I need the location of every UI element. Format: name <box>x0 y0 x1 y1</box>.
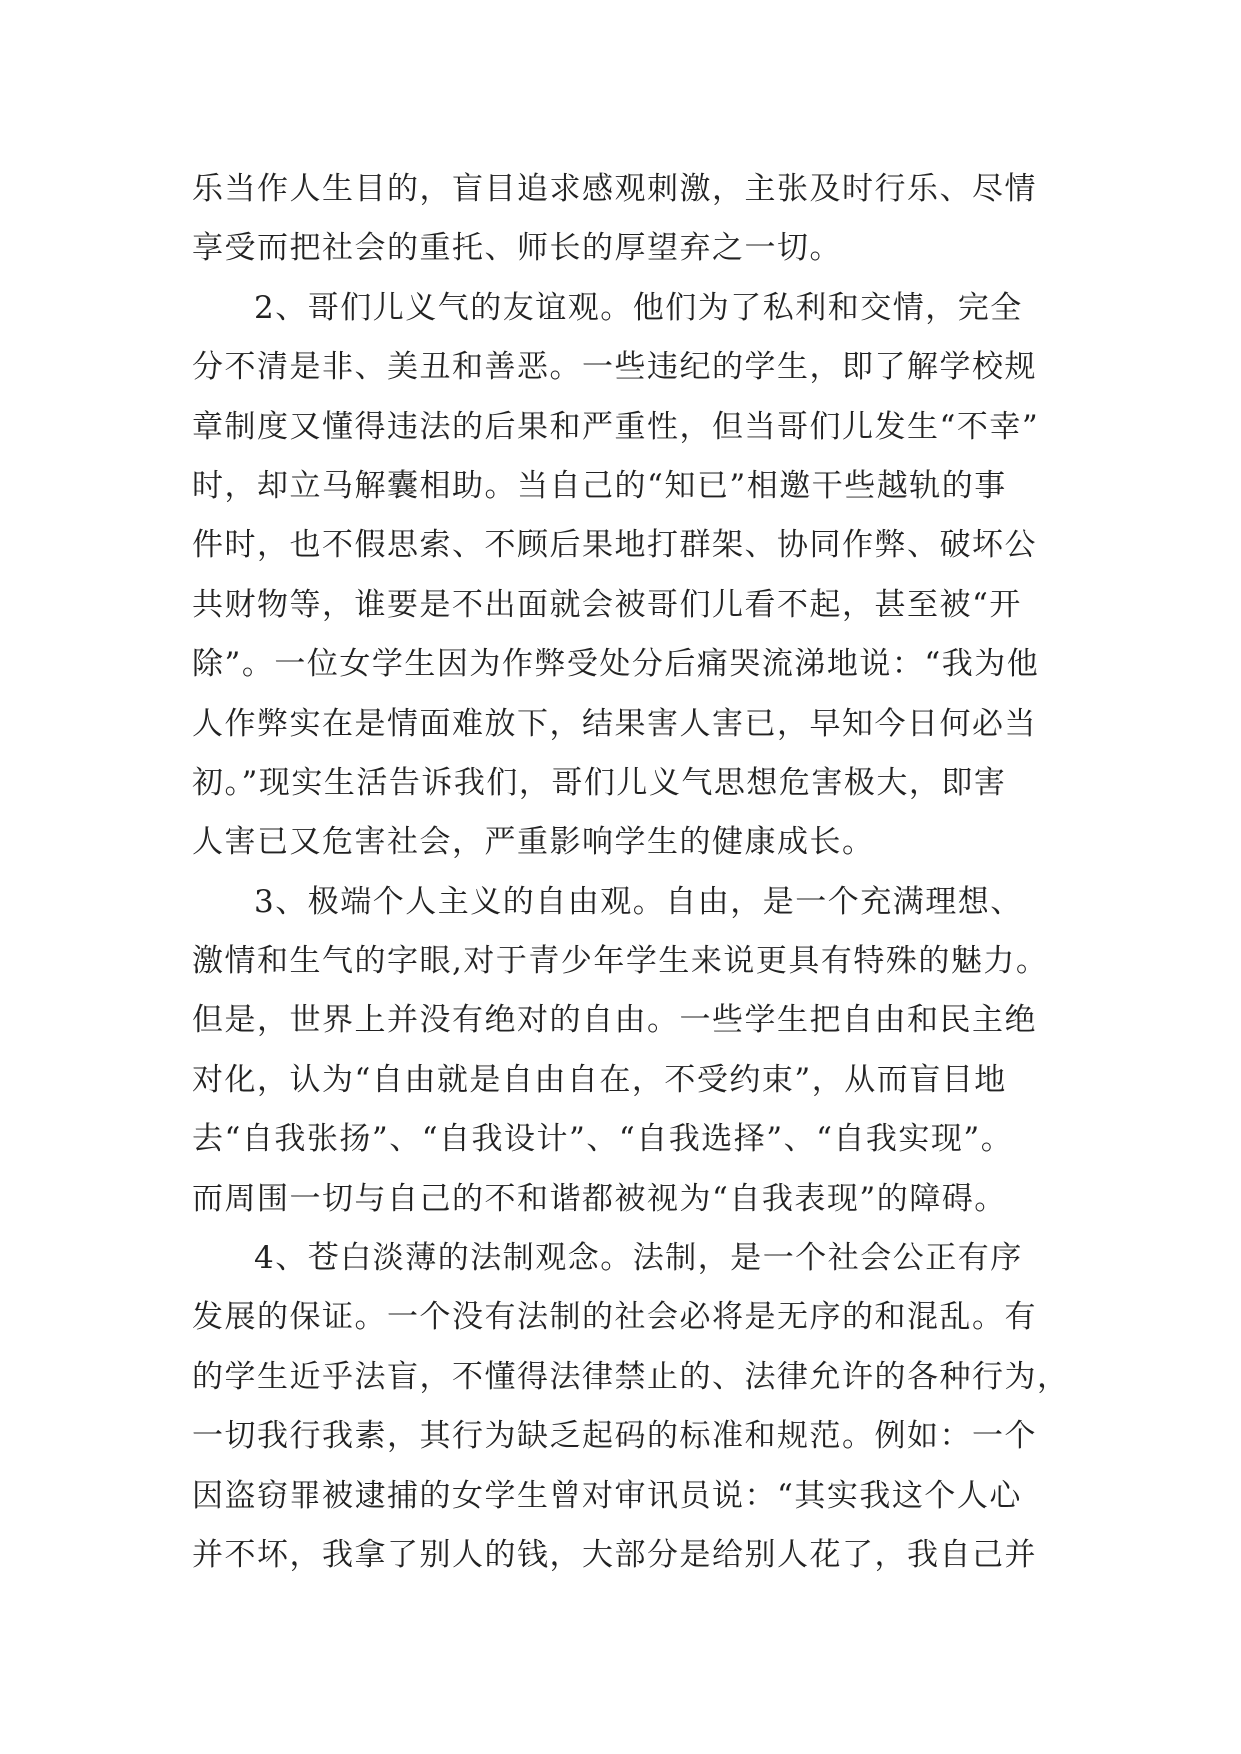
text-line: 去“自我张扬”、“自我设计”、“自我选择”、“自我实现”。 <box>192 1121 1014 1158</box>
paragraph-start-line: 2、哥们儿义气的友谊观。他们为了私利和交情，完全 <box>254 289 1023 326</box>
text-line: 但是，世界上并没有绝对的自由。一些学生把自由和民主绝 <box>192 1002 1037 1039</box>
text-line: 件时，也不假思索、不顾后果地打群架、协同作弊、破坏公 <box>192 527 1037 564</box>
text-line: 章制度又懂得违法的后果和严重性，但当哥们儿发生“不幸” <box>192 408 1040 445</box>
paragraph-start-line: 4、苍白淡薄的法制观念。法制，是一个社会公正有序 <box>254 1240 1023 1277</box>
text-line: 人害已又危害社会，严重影响学生的健康成长。 <box>192 824 875 861</box>
text-line: 初。”现实生活告诉我们，哥们儿义气思想危害极大，即害 <box>192 764 1007 801</box>
text-line: 对化，认为“自由就是自由自在，不受约束”，从而盲目地 <box>192 1061 1007 1098</box>
text-line: 发展的保证。一个没有法制的社会必将是无序的和混乱。有 <box>192 1299 1037 1336</box>
text-line: 的学生近乎法盲，不懂得法律禁止的、法律允许的各种行为， <box>192 1358 1070 1395</box>
text-line: 因盗窃罪被逮捕的女学生曾对审讯员说：“其实我这个人心 <box>192 1477 1022 1514</box>
document-body <box>192 160 1070 1585</box>
text-line: 乐当作人生目的，盲目追求感观刺激，主张及时行乐、尽情 <box>192 171 1037 207</box>
text-line: 除”。一位女学生因为作弊受处分后痛哭流涕地说：“我为他 <box>192 646 1040 683</box>
paragraph-start-line: 3、极端个人主义的自由观。自由，是一个充满理想、 <box>254 883 1023 920</box>
text-line: 享受而把社会的重托、师长的厚望弃之一切。 <box>192 230 842 267</box>
text-line: 共财物等，谁要是不出面就会被哥们儿看不起，甚至被“开 <box>192 586 1022 623</box>
text-line: 而周围一切与自己的不和谐都被视为“自我表现”的障碍。 <box>192 1180 1007 1217</box>
text-line: 激情和生气的字眼,对于青少年学生来说更具有特殊的魅力。 <box>192 943 1049 980</box>
text-line: 时，却立马解囊相助。当自己的“知已”相邀干些越轨的事 <box>192 467 1007 504</box>
text-line: 一切我行我素，其行为缺乏起码的标准和规范。例如：一个 <box>192 1418 1037 1455</box>
text-line: 并不坏，我拿了别人的钱，大部分是给别人花了，我自己并 <box>192 1536 1037 1573</box>
text-line: 分不清是非、美丑和善恶。一些违纪的学生，即了解学校规 <box>192 349 1037 386</box>
text-line: 人作弊实在是情面难放下，结果害人害已，早知今日何必当 <box>192 705 1037 742</box>
